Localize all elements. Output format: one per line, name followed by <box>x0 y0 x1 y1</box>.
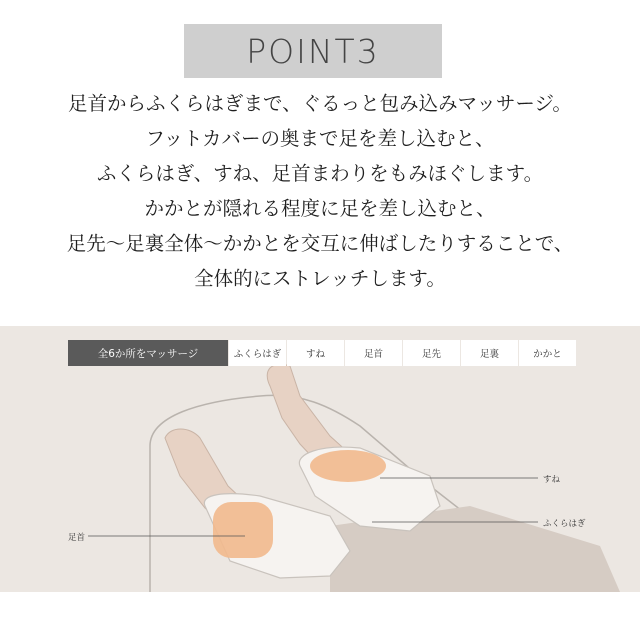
shin-label: すね <box>543 475 561 485</box>
description-line: ふくらはぎ、すね、足首まわりをもみほぐします。 <box>96 162 544 185</box>
description-line: かかとが隠れる程度に足を差し込むと、 <box>144 197 496 220</box>
tab-heel[interactable]: かかと <box>519 340 576 366</box>
point-title: POINT3 <box>246 31 380 71</box>
tab-sole[interactable]: 足裏 <box>461 340 518 366</box>
calf-label: ふくらはぎ <box>543 519 586 529</box>
ankle-zone <box>213 502 273 558</box>
ankle-label: 足首 <box>68 533 86 543</box>
description-line: 足首からふくらはぎまで、ぐるっと包み込みマッサージ。 <box>68 92 572 115</box>
description <box>0 86 640 296</box>
description-line: 足先〜足裏全体〜かかとを交互に伸ばしたりすることで、 <box>66 232 574 255</box>
tab-calf[interactable]: ふくらはぎ <box>229 340 286 366</box>
massage-area-tabs <box>68 340 576 366</box>
description-line: フットカバーの奥まで足を差し込むと、 <box>145 127 495 150</box>
tab-toes[interactable]: 足先 <box>403 340 460 366</box>
tab-shin[interactable]: すね <box>287 340 344 366</box>
tab-ankle[interactable]: 足首 <box>345 340 402 366</box>
point-banner <box>184 24 442 78</box>
tab-all-six[interactable]: 全6か所をマッサージ <box>68 340 228 366</box>
description-line: 全体的にストレッチします。 <box>194 267 446 290</box>
shin-zone <box>310 450 386 482</box>
